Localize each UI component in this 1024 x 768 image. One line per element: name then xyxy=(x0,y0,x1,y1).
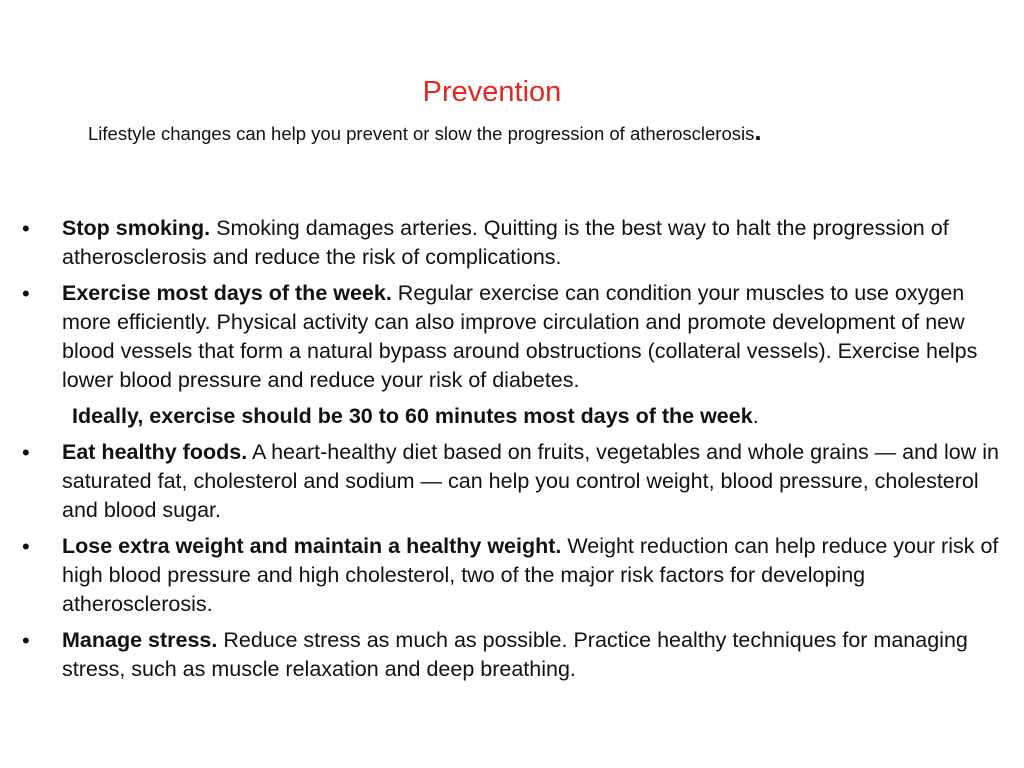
bullet-lead: Manage stress. xyxy=(62,628,218,652)
bullet-item-healthy-foods xyxy=(22,438,1002,525)
bullet-icon: • xyxy=(22,281,30,306)
bullet-icon: • xyxy=(22,440,30,465)
bullet-icon: • xyxy=(22,216,30,241)
bullet-lead: Stop smoking. xyxy=(62,216,211,240)
subtitle-text: Lifestyle changes can help you prevent or slow the progression of atherosclerosis xyxy=(88,123,755,144)
bullet-item-stop-smoking xyxy=(22,214,1002,272)
bullet-text: Weight reduction can help reduce your risk of high blood pressure and high cholesterol, two of the major risk factors for developing atherosclerosis. xyxy=(62,534,999,616)
bullet-text: A heart-healthy diet based on fruits, vegetables and whole grains — and low in saturated fat, cholesterol and sodium — can help you control weight, blood pressure, cholesterol and blood sugar. xyxy=(62,440,999,522)
bullet-item-healthy-weight xyxy=(22,532,1002,619)
bullet-lead: Lose extra weight and maintain a healthy weight. xyxy=(62,534,562,558)
bullet-item-exercise xyxy=(22,279,1002,395)
bullet-text: Smoking damages arteries. Quitting is the best way to halt the progression of atherosclerosis and reduce the risk of complications. xyxy=(62,216,949,269)
exercise-duration-note xyxy=(22,402,1002,431)
bullet-icon: • xyxy=(22,534,30,559)
bullet-item-manage-stress xyxy=(22,626,1002,684)
bullet-text: Regular exercise can condition your muscles to use oxygen more efficiently. Physical activity can also improve circulation and promote development of new blood vessels that form a natural bypass around obstructions (collateral vessels). Exercise helps lower blood pressure and reduce your risk of diabetes. xyxy=(62,281,978,392)
bullet-text: Reduce stress as much as possible. Practice healthy techniques for managing stress, such as muscle relaxation and deep breathing. xyxy=(62,628,968,681)
note-strong: Ideally, exercise should be 30 to 60 minutes most days of the week xyxy=(72,404,753,428)
note-tail: . xyxy=(752,404,759,428)
bullet-lead: Exercise most days of the week. xyxy=(62,281,392,305)
bullet-lead: Eat healthy foods. xyxy=(62,440,248,464)
subtitle-period: . xyxy=(754,116,762,146)
bullet-icon: • xyxy=(22,628,30,653)
bullet-list xyxy=(22,214,1002,691)
slide-subtitle xyxy=(88,118,988,147)
slide-title: Prevention xyxy=(422,76,562,108)
